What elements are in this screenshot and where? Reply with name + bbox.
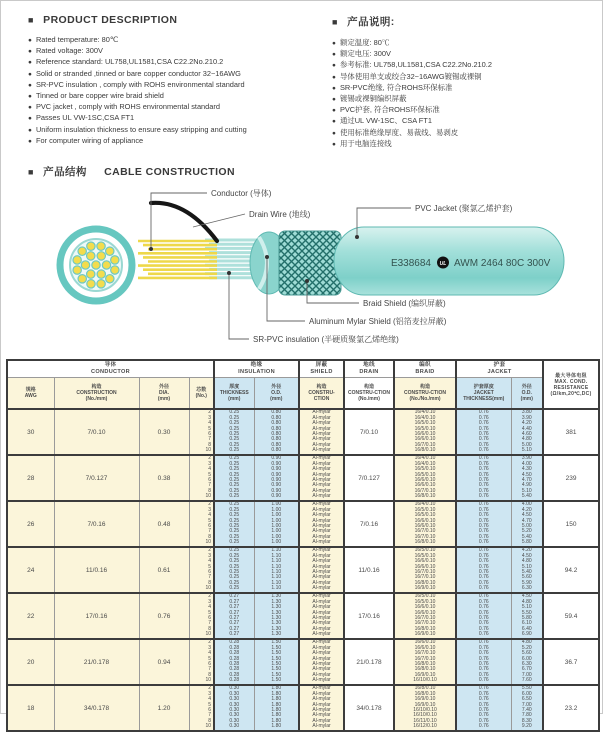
cell-cores: 2 3 4 5 6 7 8 10 [189, 501, 214, 547]
table-row-awg-26 [7, 501, 599, 547]
column-header: 护套厚度 JACKET THICKNESS(mm) [456, 378, 511, 410]
bullet-item [332, 116, 597, 127]
table-row-awg-18 [7, 685, 599, 731]
cell-dia: 1.20 [139, 685, 189, 731]
cell-awg: 20 [7, 639, 54, 685]
bullet-icon: ● [28, 37, 32, 44]
cell-ins_od: 1.30 1.30 1.30 1.30 1.30 1.30 1.30 1.30 [254, 593, 299, 639]
cell-jk_thickness: 0.76 0.76 0.76 0.76 0.76 0.76 0.76 0.76 [456, 593, 511, 639]
table-row-awg-22 [7, 593, 599, 639]
cell-jk_thickness: 0.76 0.76 0.76 0.76 0.76 0.76 0.76 0.76 [456, 501, 511, 547]
bullet-icon: ● [332, 107, 336, 115]
cell-jk_thickness: 0.76 0.76 0.76 0.76 0.76 0.76 0.76 0.76 [456, 547, 511, 593]
cell-drain: 7/0.10 [344, 409, 394, 455]
cell-shield: Al-mylar Al-mylar Al-mylar Al-mylar Al-mylar Al-mylar Al-mylar Al-mylar [299, 685, 344, 731]
section-marker-icon: ■ [28, 167, 34, 178]
drain-wire [151, 203, 217, 241]
conductor-core-dot [97, 252, 105, 260]
bullet-icon: ● [28, 48, 32, 56]
bullet-text: 通过UL VW-1SC、CSA FT1 [339, 116, 432, 126]
group-header-conductor: 导体 CONDUCTOR [7, 360, 214, 378]
cell-construction: 7/0.16 [54, 501, 139, 547]
conductor-core-dot [97, 242, 105, 250]
cell-awg: 22 [7, 593, 54, 639]
cable-cross-section [60, 229, 132, 301]
bullet-text: Rated temperature: 80℃ [35, 35, 119, 44]
bullet-item [28, 136, 320, 147]
cell-shield: Al-mylar Al-mylar Al-mylar Al-mylar Al-mylar Al-mylar Al-mylar Al-mylar [299, 547, 344, 593]
bullet-text: Passes UL VW-1SC,CSA FT1 [35, 113, 135, 123]
cell-jk_od: 4.20 4.50 4.80 5.10 5.40 5.60 5.90 6.30 [511, 547, 543, 593]
cell-awg: 24 [7, 547, 54, 593]
bullet-item [332, 128, 597, 139]
conductor-core-dot [97, 270, 105, 278]
bullet-item [28, 46, 320, 57]
cell-braid: 16/5/0.10 16/5/0.10 16/6/0.10 16/6/0.10 16/7/0.10 16/7/0.10 16/8/0.10 16/9/0.10 [394, 593, 456, 639]
bullet-item [28, 69, 320, 80]
cell-construction: 17/0.16 [54, 593, 139, 639]
table-row-awg-20 [7, 639, 599, 685]
cell-dia: 0.61 [139, 547, 189, 593]
cell-resistance: 94.2 [543, 547, 599, 593]
bullet-icon: ● [28, 59, 32, 67]
cell-drain: 7/0.127 [344, 455, 394, 501]
group-header-shield: 屏蔽 SHIELD [299, 360, 344, 378]
cell-cores: 2 3 4 5 6 7 8 10 [189, 455, 214, 501]
cell-resistance: 150 [543, 501, 599, 547]
cell-construction: 34/0.178 [54, 685, 139, 731]
cell-cores: 2 3 4 5 6 7 8 10 [189, 593, 214, 639]
cell-braid: 16/8/0.10 16/8/0.10 16/9/0.10 16/9/0.10 16/10/0.10 16/10/0.10 16/11/0.10 16/12/0.10 [394, 685, 456, 731]
cell-jk_od: 3.90 4.00 4.30 4.50 4.70 4.90 5.10 5.40 [511, 455, 543, 501]
conductor-core-dot [106, 247, 114, 255]
cell-shield: Al-mylar Al-mylar Al-mylar Al-mylar Al-mylar Al-mylar Al-mylar Al-mylar [299, 593, 344, 639]
column-header: 厚度 THICKNESS (mm) [214, 378, 254, 410]
cell-construction: 11/0.16 [54, 547, 139, 593]
bullet-icon: ● [332, 73, 336, 81]
bullet-text: SR-PVC insulation , comply with ROHS environmental standard [35, 79, 245, 89]
column-header: 外径 O.D. (mm) [511, 378, 543, 410]
bullet-item [28, 35, 320, 46]
bullet-icon: ● [332, 129, 336, 137]
bullet-icon: ● [332, 51, 336, 59]
cell-cores: 2 3 4 5 6 7 8 10 [189, 685, 214, 731]
bullet-item [332, 38, 597, 49]
cell-resistance: 36.7 [543, 639, 599, 685]
conductor-core-dot [111, 256, 119, 264]
bullet-text: 额定温度: 80℃ [339, 38, 390, 47]
cell-ins_thickness: 0.25 0.25 0.25 0.25 0.25 0.25 0.25 0.25 [214, 501, 254, 547]
bullet-item [28, 80, 320, 91]
bullet-item [332, 105, 597, 116]
resistance-header: 最大导体电阻 MAX. COND. RESISTANCE (Ω/km,20℃,DC) [543, 360, 599, 409]
cell-ins_od: 1.10 1.10 1.10 1.10 1.10 1.10 1.10 1.10 [254, 547, 299, 593]
cell-cores: 2 3 4 5 6 7 8 10 [189, 409, 214, 455]
product-description-bullets [28, 35, 320, 147]
conductor-core-dot [73, 266, 81, 274]
cell-awg: 26 [7, 501, 54, 547]
bullet-item [28, 113, 320, 124]
bullet-text: PVC jacket , comply with ROHS environmental standard [35, 102, 220, 112]
bullet-item [332, 60, 597, 71]
column-header: 构造 CONSTRU-CTION (No./No./mm) [394, 378, 456, 410]
bullet-icon: ● [332, 140, 336, 148]
column-header: 外径 O.D. (mm) [254, 378, 299, 410]
bullet-icon: ● [28, 126, 32, 134]
bullet-text: 导体使用单支或绞合32~16AWG镀锡或裸铜 [339, 71, 482, 81]
conductor-label: Conductor (导体) [211, 189, 272, 199]
column-header: 构造 CONSTRUCTION (No./mm) [54, 378, 139, 410]
bullet-item [28, 57, 320, 68]
cell-ins_od: 0.90 0.90 0.90 0.90 0.90 0.90 0.90 0.90 [254, 455, 299, 501]
cell-awg: 18 [7, 685, 54, 731]
pvc-jacket-label: PVC Jacket (聚氯乙烯护套) [415, 204, 513, 214]
cell-braid: 16/4/0.10 16/4/0.10 16/5/0.10 16/5/0.10 16/6/0.10 16/6/0.10 16/7/0.10 16/8/0.10 [394, 409, 456, 455]
cell-construction: 21/0.178 [54, 639, 139, 685]
cell-ins_od: 1.80 1.80 1.80 1.80 1.80 1.80 1.80 1.80 [254, 685, 299, 731]
cell-ins_od: 0.80 0.80 0.80 0.80 0.80 0.80 0.80 0.80 [254, 409, 299, 455]
cell-dia: 0.38 [139, 455, 189, 501]
table-row-awg-28 [7, 455, 599, 501]
cell-ins_thickness: 0.30 0.30 0.30 0.30 0.30 0.30 0.30 0.30 [214, 685, 254, 731]
bullet-icon: ● [332, 62, 336, 70]
cell-shield: Al-mylar Al-mylar Al-mylar Al-mylar Al-mylar Al-mylar Al-mylar Al-mylar [299, 639, 344, 685]
cell-drain: 21/0.178 [344, 639, 394, 685]
cell-shield: Al-mylar Al-mylar Al-mylar Al-mylar Al-mylar Al-mylar Al-mylar Al-mylar [299, 409, 344, 455]
bullet-icon: ● [28, 115, 32, 123]
bullet-item [28, 102, 320, 113]
product-description-cn-bullets [332, 38, 597, 150]
cable-construction-title-en: CABLE CONSTRUCTION [104, 166, 235, 179]
cell-jk_thickness: 0.76 0.76 0.76 0.76 0.76 0.76 0.76 0.76 [456, 409, 511, 455]
cell-braid: 16/5/0.10 16/5/0.10 16/6/0.10 16/6/0.10 16/7/0.10 16/7/0.10 16/8/0.10 16/9/0.10 [394, 547, 456, 593]
cell-braid: 16/4/0.10 16/5/0.10 16/5/0.10 16/6/0.10 16/6/0.10 16/7/0.10 16/7/0.10 16/8/0.10 [394, 501, 456, 547]
cell-drain: 7/0.16 [344, 501, 394, 547]
product-description-en [28, 14, 320, 150]
bullet-icon: ● [28, 137, 32, 145]
conductor-core-dot [73, 256, 81, 264]
aluminum-mylar-shield-label: Aluminum Mylar Shield (铝箔麦拉屏蔽) [309, 317, 447, 327]
cell-ins_thickness: 0.27 0.27 0.27 0.27 0.27 0.27 0.27 0.27 [214, 593, 254, 639]
product-description-cn-title-text: 产品说明: [347, 16, 395, 28]
cell-jk_od: 4.80 5.20 5.60 6.00 6.30 6.70 7.00 7.60 [511, 639, 543, 685]
bullet-item [332, 94, 597, 105]
conductor-core-dot [97, 280, 105, 288]
product-description-cn [320, 14, 597, 150]
conductor-core-dot [87, 270, 95, 278]
bullet-item [332, 72, 597, 83]
bullet-text: Solid or stranded ,tinned or bare copper conductor 32~16AWG [35, 68, 241, 78]
cell-drain: 11/0.16 [344, 547, 394, 593]
column-header: 外径 DIA. (mm) [139, 378, 189, 410]
bullet-text: Rated voltage: 300V [35, 46, 103, 56]
bullet-item [332, 83, 597, 94]
cell-awg: 30 [7, 409, 54, 455]
group-header-insulation: 绝缘 INSULATION [214, 360, 299, 378]
cable-construction-title [28, 164, 602, 179]
cell-dia: 0.48 [139, 501, 189, 547]
bullet-item [28, 125, 320, 136]
cell-jk_thickness: 0.76 0.76 0.76 0.76 0.76 0.76 0.76 0.76 [456, 685, 511, 731]
cell-resistance: 23.2 [543, 685, 599, 731]
cell-resistance: 381 [543, 409, 599, 455]
cell-jk_od: 4.50 4.80 5.10 5.50 5.80 6.10 6.40 6.90 [511, 593, 543, 639]
specification-table [6, 359, 600, 732]
cell-drain: 17/0.16 [344, 593, 394, 639]
jacket-print-left: E338684 [390, 258, 431, 270]
cell-resistance: 59.4 [543, 593, 599, 639]
bullet-item [332, 139, 597, 150]
description-sections [1, 1, 602, 150]
cell-drain: 34/0.178 [344, 685, 394, 731]
cell-ins_od: 1.00 1.00 1.00 1.00 1.00 1.00 1.00 1.00 [254, 501, 299, 547]
column-header: 芯数 (No.) [189, 378, 214, 410]
cell-jk_thickness: 0.76 0.76 0.76 0.76 0.76 0.76 0.76 0.76 [456, 639, 511, 685]
table-row-awg-30 [7, 409, 599, 455]
conductor-core-dot [78, 275, 86, 283]
cell-construction: 7/0.127 [54, 455, 139, 501]
section-marker-icon: ■ [28, 15, 34, 25]
cable-construction-diagram [1, 181, 604, 357]
cell-shield: Al-mylar Al-mylar Al-mylar Al-mylar Al-mylar Al-mylar Al-mylar Al-mylar [299, 455, 344, 501]
product-description-cn-title [332, 14, 597, 29]
product-description-title-text: PRODUCT DESCRIPTION [43, 14, 178, 26]
ul-mark-text: UL [439, 261, 447, 268]
conductor-core-dot [92, 261, 100, 269]
conductor-core-dot [87, 280, 95, 288]
bullet-icon: ● [28, 93, 32, 101]
bullet-item [332, 49, 597, 60]
section-marker-icon: ■ [332, 17, 338, 27]
bullet-item [28, 91, 320, 102]
conductor-core-dot [87, 252, 95, 260]
cell-jk_thickness: 0.76 0.76 0.76 0.76 0.76 0.76 0.76 0.76 [456, 455, 511, 501]
sr-pvc-insulation-label: SR-PVC insulation (半硬质聚氯乙烯绝缘) [253, 335, 399, 345]
column-header: 规格 AWG [7, 378, 54, 410]
braid-shield-section [279, 231, 341, 295]
cell-braid: 16/6/0.10 16/6/0.10 16/7/0.10 16/7/0.10 16/8/0.10 16/8/0.10 16/9/0.10 16/10/0.10 [394, 639, 456, 685]
cell-ins_thickness: 0.28 0.28 0.28 0.28 0.28 0.28 0.28 0.28 [214, 639, 254, 685]
conductor-core-dot [81, 261, 89, 269]
cell-ins_od: 1.50 1.50 1.50 1.50 1.50 1.50 1.50 1.50 [254, 639, 299, 685]
bullet-icon: ● [332, 96, 336, 104]
bullet-icon: ● [332, 84, 336, 92]
cell-jk_od: 5.50 6.00 6.50 7.00 7.40 7.80 8.30 9.20 [511, 685, 543, 731]
cell-cores: 2 3 4 5 6 7 8 10 [189, 547, 214, 593]
cell-dia: 0.76 [139, 593, 189, 639]
cell-ins_thickness: 0.25 0.25 0.25 0.25 0.25 0.25 0.25 0.25 [214, 547, 254, 593]
conductor-core-dot [87, 242, 95, 250]
drain-wire-label: Drain Wire (地线) [249, 210, 311, 220]
cell-construction: 7/0.10 [54, 409, 139, 455]
bullet-text: Uniform insulation thickness to ensure easy stripping and cutting [35, 124, 247, 134]
braid-shield-label: Braid Shield (编织屏蔽) [363, 299, 446, 309]
conductor-core-dot [78, 247, 86, 255]
cell-ins_thickness: 0.25 0.25 0.25 0.25 0.25 0.25 0.25 0.25 [214, 409, 254, 455]
bullet-text: Tinned or bare copper wire braid shield [35, 91, 164, 101]
cell-cores: 2 3 4 5 6 7 8 10 [189, 639, 214, 685]
bullet-text: SR-PVC绝缘, 符合ROHS环保标准 [339, 82, 453, 92]
cable-construction-title-cn: 产品结构 [43, 166, 87, 179]
bullet-text: 额定电压: 300V [339, 49, 391, 59]
jacket-print-right: AWM 2464 80C 300V [454, 258, 551, 270]
bullet-icon: ● [332, 118, 336, 126]
conductor-core-dot [102, 261, 110, 269]
bullet-icon: ● [28, 104, 32, 112]
conductor-core-dot [111, 266, 119, 274]
bullet-icon: ● [28, 70, 32, 78]
bullet-text: 镀锡或裸铜编织屏蔽 [339, 94, 407, 104]
group-header-jacket: 护套 JACKET [456, 360, 543, 378]
group-header-drain: 地线 DRAIN [344, 360, 394, 378]
cable-side-view [138, 203, 564, 295]
bullet-text: 使用标准绝缘厚度、易裁线、易剥皮 [339, 127, 459, 137]
bullet-text: PVC护套, 符合ROHS环保标准 [339, 105, 440, 115]
bullet-text: 用于电脑连接线 [339, 138, 392, 148]
product-description-title [28, 14, 320, 26]
cell-awg: 28 [7, 455, 54, 501]
bullet-text: Reference standard: UL758,UL1581,CSA C22.2No.210.2 [35, 57, 224, 67]
group-header-braid: 编织 BRAID [394, 360, 456, 378]
bullet-text: 参考标准: UL758,UL1581,CSA C22.2No.210.2 [339, 60, 492, 70]
bullet-text: For computer wiring of appliance [35, 135, 144, 145]
cell-jk_od: 4.00 4.20 4.50 4.70 5.00 5.20 5.40 5.80 [511, 501, 543, 547]
cell-jk_od: 3.80 3.90 4.20 4.40 4.60 4.80 5.00 5.10 [511, 409, 543, 455]
cell-dia: 0.94 [139, 639, 189, 685]
cell-resistance: 239 [543, 455, 599, 501]
cell-braid: 16/4/0.10 16/4/0.10 16/5/0.10 16/5/0.10 16/6/0.10 16/6/0.10 16/7/0.10 16/8/0.10 [394, 455, 456, 501]
cell-dia: 0.30 [139, 409, 189, 455]
cell-shield: Al-mylar Al-mylar Al-mylar Al-mylar Al-mylar Al-mylar Al-mylar Al-mylar [299, 501, 344, 547]
bullet-icon: ● [28, 81, 32, 89]
bullet-icon: ● [332, 40, 336, 47]
column-header: 构造 CONSTRU- CTION [299, 378, 344, 410]
table-row-awg-24 [7, 547, 599, 593]
conductor-core-dot [106, 275, 114, 283]
cell-ins_thickness: 0.25 0.25 0.25 0.25 0.25 0.25 0.25 0.25 [214, 455, 254, 501]
column-header: 构造 CONSTRU-CTION (No./mm) [344, 378, 394, 410]
